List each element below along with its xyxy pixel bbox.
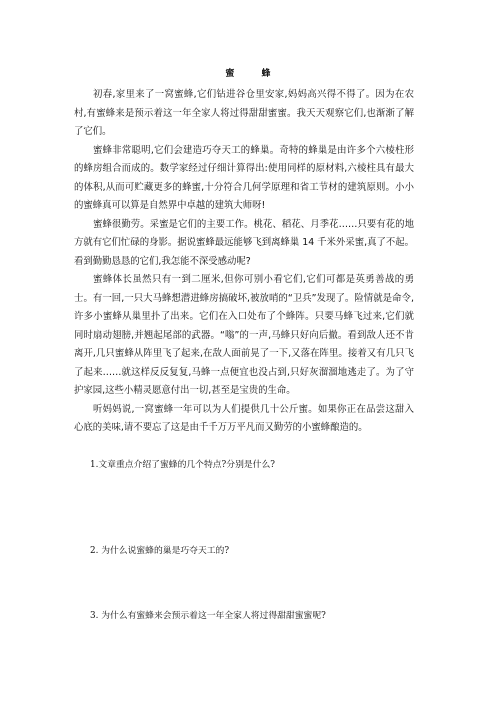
paragraph-1: 初春,家里来了一窝蜜蜂,它们钻进谷仓里安家,妈妈高兴得不得了。因为在农村,有蜜蜂来是预示着这一年全家人将过得甜甜蜜蜜。我天天观察它们,也渐渐了解了它们。 <box>74 89 414 137</box>
paragraph-3: 蜜蜂很勤劳。采蜜是它们的主要工作。桃花、稻花、月季花……只要有花的地方就有它们忙碌的身影。据说蜜蜂最远能够飞到离蜂巢 14 千米外采蜜,真了不起。看到勤勤恳恳的它们,我怎能不深受感动呢? <box>74 218 414 267</box>
document-title: 蜜 蜂 <box>225 69 283 79</box>
article-body <box>74 86 414 438</box>
paragraph-2: 蜜蜂非常聪明,它们会建造巧夺天工的蜂巢。奇特的蜂巢是由许多个六棱柱形的蜂房组合而成的。数学家经过仔细计算得出:使用同样的原材料,六棱柱具有最大的体积,从而可贮藏更多的蜂蜜,十分符合几何学原理和省工节材的建筑原则。小小的蜜蜂真可以算是自然界中卓越的建筑大师呀! <box>74 144 414 211</box>
paragraph-4: 蜜蜂体长虽然只有一到二厘米,但你可别小看它们,它们可都是英勇善战的勇士。有一回,一只大马蜂想潜进蜂房搞破坏,被放哨的“卫兵”发现了。险情就是命令,许多小蜜蜂从巢里扑了出来。它们在入口处布了个蜂阵。只要马蜂飞过来,它们就同时扇动翅膀,并翘起尾部的武器。“嗡”的一声,马蜂只好向后撤。看到敌人还不肯离开,几只蜜蜂从阵里飞了起来,在敌人面前晃了一下,又落在阵里。接着又有几只飞了起来……就这样反反复复,马蜂一点便宜也没占到,只好灰溜溜地逃走了。为了守护家园,这些小精灵愿意付出一切,甚至是宝贵的生命。 <box>74 274 414 396</box>
question-3: 3. 为什么有蜜蜂来会预示着这一年全家人将过得甜甜蜜蜜呢? <box>90 611 326 621</box>
question-2: 2. 为什么说蜜蜂的巢是巧夺天工的? <box>90 546 230 556</box>
paragraph-5: 听妈妈说,一窝蜜蜂一年可以为人们提供几十公斤蜜。如果你正在品尝这甜入心底的美味,请不要忘了这是由千千万万平凡而又勤劳的小蜜蜂酿造的。 <box>74 403 414 433</box>
question-1: 1.文章重点介绍了蜜蜂的几个特点?分别是什么? <box>90 460 275 470</box>
